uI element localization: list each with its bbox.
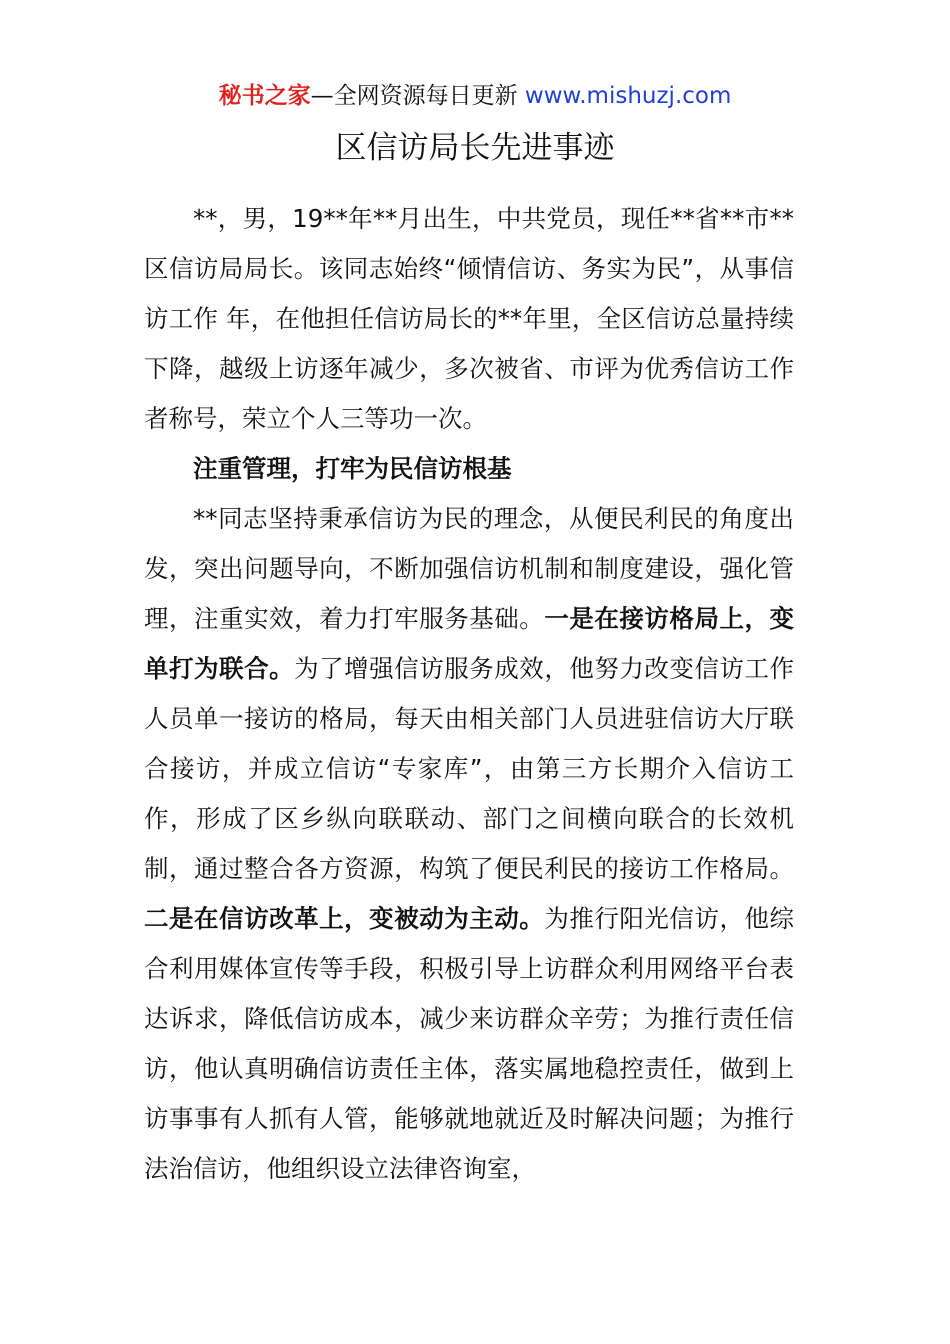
point-two-heading: 二是在信访改革上，变被动为主动。 (144, 904, 545, 933)
section-heading: 注重管理，打牢为民信访根基 (193, 454, 512, 483)
paragraph-text: **同志坚持秉承信访为民的理念，从便民利民的角度出发，突出问题导向，不断加强信访机制和制度建设，强化管理，注重实效，着力打牢服务基础。 (144, 504, 794, 633)
site-header (0, 80, 950, 112)
point-one-heading: 一是在接访格局上，变单打为联合。 (144, 604, 795, 683)
intro-paragraph: **，男，19**年**月出生，中共党员，现任**省**市**区信访局局长。该同志始终“倾情信访、务实为民”，从事信访工作 年，在他担任信访局长的**年里，全区信访总量持续下降，越级上访逐年减少，多次被省、市评为优秀信访工作者称号，荣立个人三等功一次。 (144, 204, 794, 433)
section-paragraph (144, 494, 794, 1194)
document-body (144, 194, 794, 1194)
paragraph-text: 为推行阳光信访，他综合利用媒体宣传等手段，积极引导上访群众利用网络平台表达诉求，降低信访成本，减少来访群众辛劳；为推行责任信访，他认真明确信访责任主体，落实属地稳控责任，做到上访事事有人抓有人管，能够就地就近及时解决问题；为推行法治信访，他组织设立法律咨询室， (144, 904, 795, 1183)
paragraph-text: 为了增强信访服务成效，他努力改变信访工作人员单一接访的格局，每天由相关部门人员进驻信访大厅联合接访，并成立信访“专家库”，由第三方长期介入信访工作，形成了区乡纵向联联动、部门之间横向联合的长效机制，通过整合各方资源，构筑了便民利民的接访工作格局。 (144, 654, 795, 883)
brand-name: 秘书之家 (218, 83, 311, 109)
header-tagline: —全网资源每日更新 (310, 83, 518, 109)
document-title: 区信访局长先进事迹 (335, 130, 615, 166)
site-url-link[interactable]: www.mishuzj.com (524, 83, 732, 109)
